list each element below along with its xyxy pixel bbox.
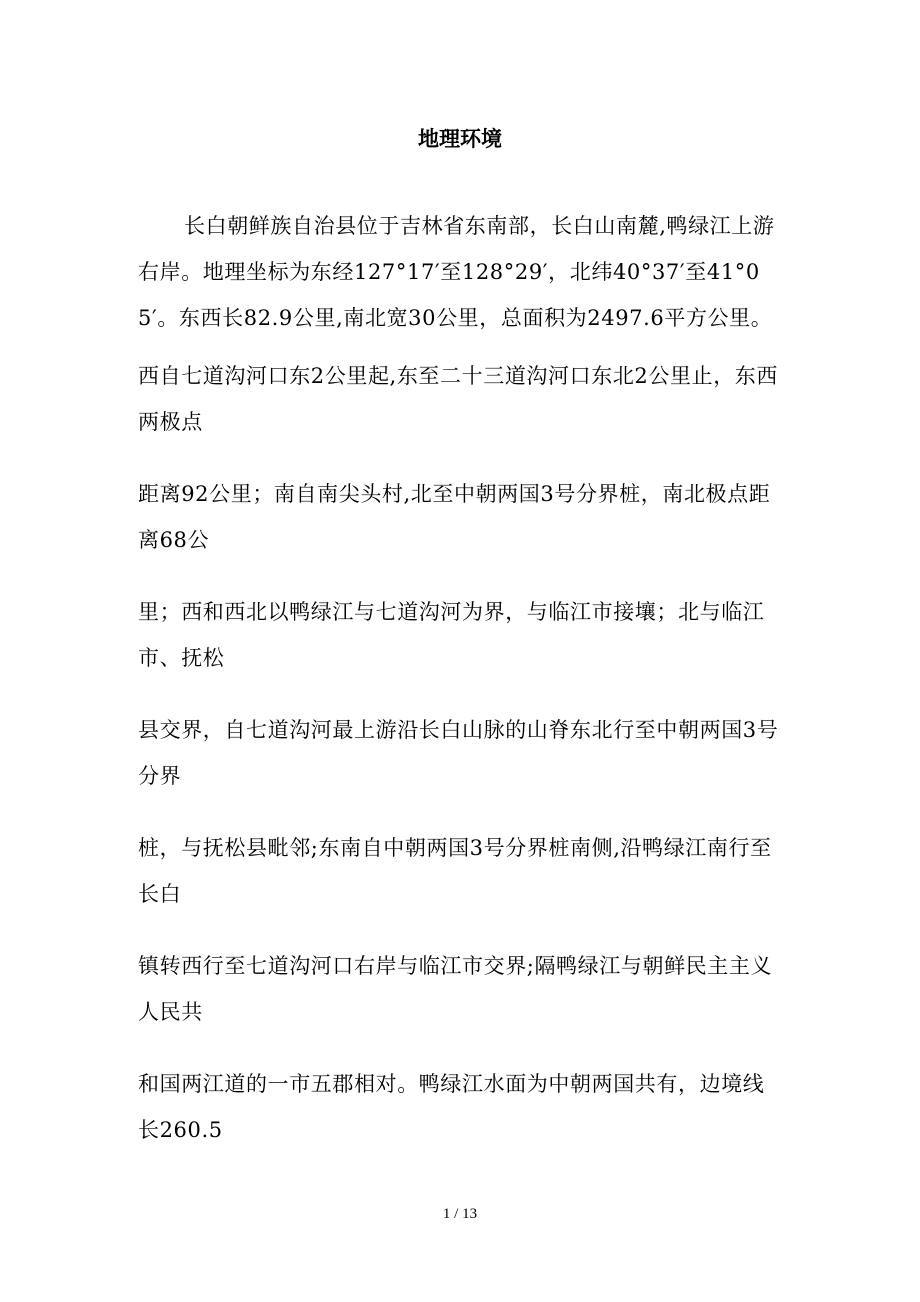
page-title: 地理环境 (418, 126, 502, 151)
paragraph-line: 里；西和西北以鸭绿江与七道沟河为界，与临江市接壤；北与临江 (138, 600, 765, 624)
intro-line-1: 长白朝鲜族自治县位于吉林省东南部，长白山南麓,鸭绿江上游 (184, 214, 775, 238)
paragraph-line: 和国两江道的一市五郡相对。鸭绿江水面为中朝两国共有，边境线 (138, 1072, 765, 1096)
paragraph-line: 西自七道沟河口东2公里起,东至二十三道沟河口东北2公里止，东西 (138, 364, 778, 388)
paragraph-line: 县交界，自七道沟河最上游沿长白山脉的山脊东北行至中朝两国3号 (138, 718, 779, 742)
paragraph-line: 人民共 (138, 1000, 203, 1024)
paragraph-line: 长260.5 (138, 1118, 223, 1142)
paragraph-line: 离68公 (138, 528, 210, 552)
paragraph-1 (138, 353, 788, 445)
paragraph-5 (138, 825, 788, 917)
paragraph-line: 分界 (138, 764, 182, 788)
intro-line-2: 右岸。地理坐标为东经127°17′至128°29′，北纬40°37′至41°0 (138, 260, 760, 284)
page-number: 1 / 13 (442, 1206, 478, 1222)
paragraph-2 (138, 471, 788, 563)
paragraph-line: 桩，与抚松县毗邻;东南自中朝两国3号分界桩南侧,沿鸭绿江南行至 (138, 836, 772, 860)
intro-paragraph (138, 203, 788, 341)
paragraph-line: 距离92公里；南自南尖头村,北至中朝两国3号分界桩，南北极点距 (138, 482, 771, 506)
paragraph-7 (138, 1061, 788, 1153)
paragraph-line: 长白 (138, 882, 182, 906)
intro-line-3: 5′。东西长82.9公里,南北宽30公里，总面积为2497.6平方公里。 (138, 306, 773, 330)
paragraph-line: 两极点 (138, 410, 203, 434)
paragraph-line: 镇转西行至七道沟河口右岸与临江市交界;隔鸭绿江与朝鲜民主主义 (138, 954, 773, 978)
paragraph-line: 市、抚松 (138, 646, 225, 670)
paragraph-6 (138, 943, 788, 1035)
paragraph-3 (138, 589, 788, 681)
paragraph-4 (138, 707, 788, 799)
